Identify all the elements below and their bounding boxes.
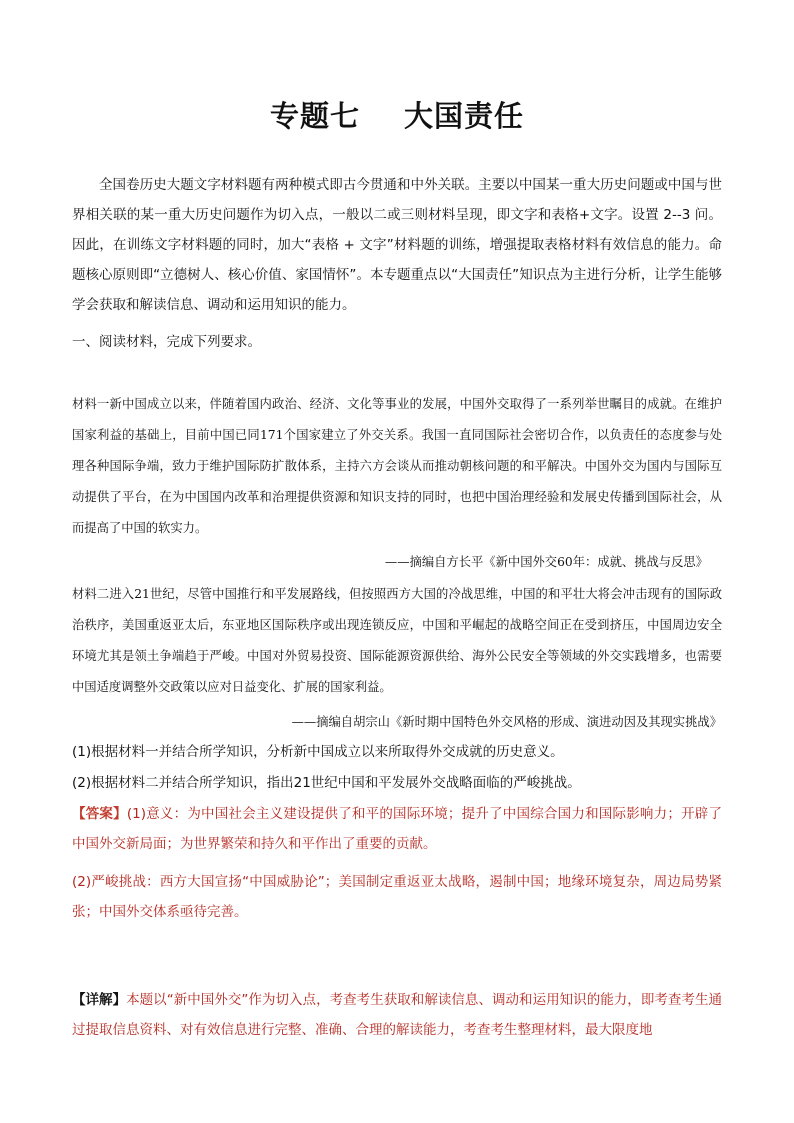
section-heading: 一、阅读材料，完成下列要求。 — [72, 334, 261, 350]
detail-tag: 【详解】 — [72, 992, 127, 1008]
page-title — [0, 94, 794, 135]
material-two: 材料二进入21世纪，尽管中国推行和平发展路线，但按照西方大国的冷战思维，中国的和平壮大将会冲击现有的国际政治秩序，美国重返亚太后，东亚地区国际秩序或出现连锁反应，中国和平崛起的战略空间正在受到挤压，中国周边安全环境尤其是领土争端趋于严峻。中国对外贸易投资、国际能源资源供给、海外公民安全等领域的外交实践增多，也需要中国适度调整外交政策以应对日益变化、扩展的国家利益。 — [72, 587, 722, 694]
detail-explanation — [72, 985, 722, 1045]
question-one: (1)根据材料一并结合所学知识，分析新中国成立以来所取得外交成就的历史意义。 — [72, 744, 564, 760]
answer-part-one-text: (1)意义：为中国社会主义建设提供了和平的国际环境；提升了中国综合国力和国际影响力；开辟了中国外交新局面；为世界繁荣和持久和平作出了重要的贡献。 — [72, 806, 722, 852]
answer-part-two: (2)严峻挑战：西方大国宣扬“中国威胁论”；美国制定重返亚太战略，遏制中国；地缘环境复杂，周边局势紧张；中国外交体系亟待完善。 — [72, 874, 722, 920]
intro-paragraph: 全国卷历史大题文字材料题有两种模式即古今贯通和中外关联。主要以中国某一重大历史问题或中国与世界相关联的某一重大历史问题作为切入点，一般以二或三则材料呈现，即文字和表格+文字。设置 2--3 问。因此，在训练文字材料题的同时，加大“表格 + 文字”材料题的训练，增强提取表格材料有效信息的能力。命题核心原则即“立德树人、核心价值、家国情怀”。本专题重点以“大国责任”知识点为主进行分析，让学生能够学会获取和解读信息、调动和运用知识的能力。 — [72, 177, 722, 313]
title-topic-name: 大国责任 — [404, 99, 525, 133]
material-one-source: ——摘编自方长平《新中国外交60年：成就、挑战与反思》 — [384, 555, 708, 569]
question-two: (2)根据材料二并结合所学知识，指出21世纪中国和平发展外交战略面临的严峻挑战。 — [72, 775, 581, 791]
title-topic-number: 专题七 — [269, 99, 360, 133]
material-one: 材料一新中国成立以来，伴随着国内政治、经济、文化等事业的发展，中国外交取得了一系列举世瞩目的成就。在维护国家利益的基础上，目前中国已同171个国家建立了外交关系。我国一直同国际社会密切合作，以负责任的态度参与处理各种国际争端，致力于维护国际防扩散体系，主持六方会谈从而推动朝核问题的和平解决。中国外交为国内与国际互动提供了平台，在为中国国内改革和治理提供资源和知识支持的同时，也把中国治理经验和发展史传播到国际社会，从而提高了中国的软实力。 — [72, 397, 722, 535]
answer-tag: 【答案】 — [72, 806, 127, 822]
material-two-source: ——摘编自胡宗山《新时期中国特色外交风格的形成、演进动因及其现实挑战》 — [291, 715, 722, 729]
detail-text: 本题以“新中国外交”作为切入点，考查考生获取和解读信息、调动和运用知识的能力，即考查考生通过提取信息资料、对有效信息进行完整、准确、合理的解读能力，考查考生整理材料，最大限度地 — [72, 992, 722, 1038]
answer-part-one — [72, 799, 722, 859]
